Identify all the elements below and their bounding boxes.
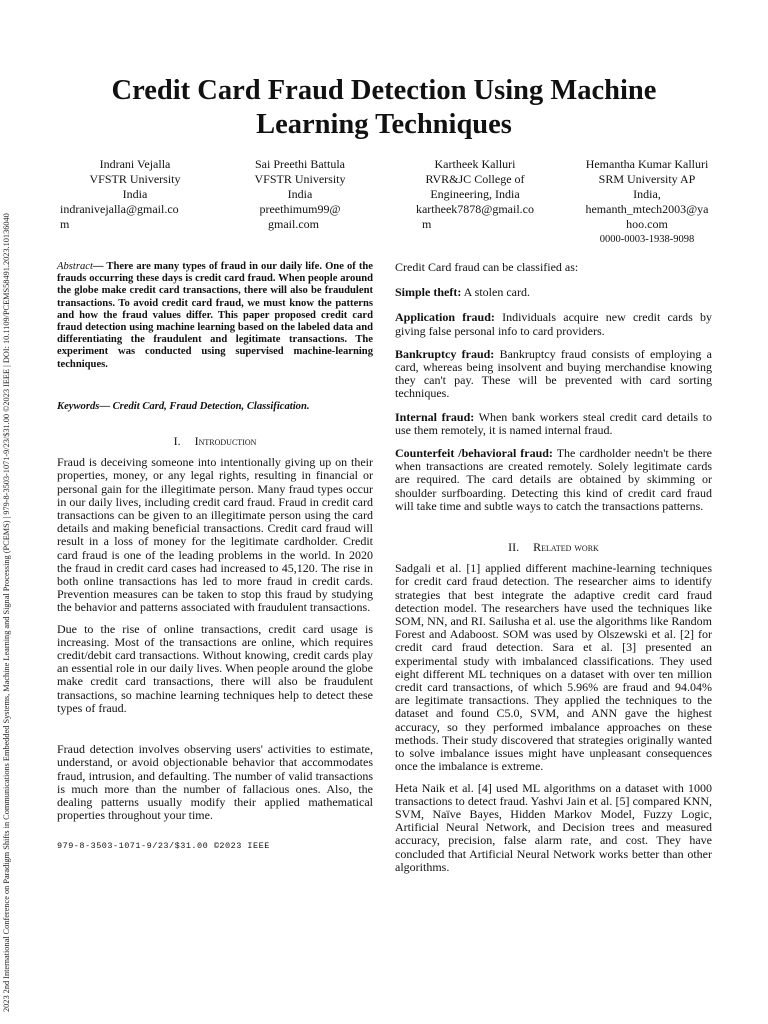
fraud-type-text: The cardholder needn't be there when transactions are created remotely. Solely legitimate cards are required. The card details are obtained by skimming or shoulder surfboarding. Detecting this kind of credit card fraud will take time and subtle ways to catch the transactions patterns. [395,446,713,513]
section-title: Introduction [194,434,257,449]
author-affiliation: VFSTR University [254,172,346,186]
fraud-type-label: Counterfeit /behavioral fraud: [395,446,553,461]
author-affiliation-line2: Engineering, India [430,187,520,201]
fraud-type-text: When bank workers steal credit card details to use them remotely, it is named internal fraud. [395,409,713,437]
fraud-type-application [395,311,712,337]
intro-paragraph-2: Due to the rise of online transactions, credit card usage is increasing. Most of the transactions are online, which requires credit/debit card transactions. Without knowing, credit cards play an essential role in our daily lives. When people around the globe make credit card transactions, there will also be fraudulent transactions, so machine learning techniques help to detect these types of fraud. [57,621,373,715]
intro-paragraph-1: Fraud is deceiving someone into intentionally giving up on their properties, money, or any legal rights, resulting in financial or personal gain for the illegitimate person. Many fraud types occur in our daily lives, including credit card fraud. Fraud in credit card transactions can be given to an illegitimate person using the card details and making beneficial transactions. Credit card fraud will result in a loss of money for the legitimate cardholder. Credit card fraud is one of the leading problems in the world. In 2020 the fraud in credit card cases had increased to 45,120. The rise in both online transactions has led to more fraud in credit cards. Prevention measures can be taken to stop this fraud by studying the behavior and patterns associated with fraudulent transactions. [57,455,373,615]
fraud-type-internal [395,411,712,437]
side-note-text: 2023 2nd International Conference on Paradigm Shifts in Communications Embedded Systems, Machine Learning and Signal Processing (PCEMS) | 979-8-3503-1071-9/23/$31.00 ©2023 IEEE | DOI: 10.1109/PCEMS58491.2023.10136040 [2,213,11,1012]
author-email-cont: m [60,217,70,231]
abstract-label: Abstract [57,261,93,272]
fraud-type-text: A stolen card. [461,285,530,300]
section-number: I. [173,434,181,449]
author-name: Kartheek Kalluri [434,157,516,171]
author-email-cont: gmail.com [268,217,319,231]
author-affiliation: SRM University AP [598,172,696,186]
author-name: Hemantha Kumar Kalluri [585,157,709,171]
right-column [395,261,712,882]
author-block-2 [230,157,370,232]
related-paragraph-2: Heta Naik et al. [4] used ML algorithms on a dataset with 1000 transactions to detect fraud. Yashvi Jain et al. [5] compared KNN, SVM, Naïve Bayes, Hidden Markov Model, Fuzzy Logic, Artificial Neural Network, and Decision trees and measured accuracy, precision, false alarm rate, and cost. They have concluded that Artificial Neural Network works better than other algorithms. [395,780,712,874]
author-block-4 [572,157,722,247]
author-email: preethimum99@ [259,202,341,216]
author-block-1 [60,157,210,232]
copyright-notice: 979-8-3503-1071-9/23/$31.00 ©2023 IEEE [57,841,270,852]
abstract-dash: — [92,261,104,272]
author-email: kartheek7878@gmail.co [415,202,534,216]
author-name: Sai Preethi Battula [255,157,345,171]
author-orcid: 0000-0003-1938-9098 [599,234,695,245]
section-number: II. [508,540,520,555]
author-email: hemanth_mtech2003@ya [585,202,709,216]
related-paragraph-1: Sadgali et al. [1] applied different machine-learning techniques for credit card fraud detection. The researcher aims to identify strategies that best integrate the adaptive credit card fraud detection model. The researchers have used the techniques like SOM, NN, and RI. Sailusha et al. use the algorithms like Random Forest and Adaboost. SOM was used by Olszewski et al. [2] for credit card fraud detection. Sara et al. [3] presented an experimental study with imbalanced classifications. They used eight different ML techniques on a dataset with over ten million credit card transactions, of which 5.96% are fraud and 94.04% are legitimate transactions. They applied the techniques to the dataset and found C5.0, SVM, and ANN gave the highest accuracy, so they performed imbalance approaches on these methods. Their study discovered that strategies originally wanted to solve imbalance issues might have unpleasant consequences once the imbalance is extreme. [395,561,712,774]
fraud-classification-intro: Credit Card fraud can be classified as: [395,260,579,274]
fraud-type-text: Bankruptcy fraud consists of employing a card, whereas being insolvent and buying merchandise knowing they can't pay. These will be prevented with card sorting techniques. [395,346,712,401]
author-country: India, [633,187,661,201]
author-country: India [122,187,148,201]
author-email-cont: m [422,217,432,231]
intro-paragraph-3: Fraud detection involves observing users' activities to estimate, understand, or avoid objectionable behavior that accommodates fraud, intrusion, and defaulting. The number of valid transactions is much more than the number of fallacious ones. Also, the dealing patterns usually modify their applied mathematical properties throughout your time. [57,742,373,823]
section-title: Related work [533,540,599,555]
fraud-type-bankruptcy [395,348,712,401]
abstract [57,261,373,371]
paper-title: Credit Card Fraud Detection Using Machine Learning Techniques [111,75,657,140]
author-block-3 [400,157,550,232]
author-email-cont: hoo.com [626,217,668,231]
conference-side-note [2,0,22,1024]
fraud-type-label: Application fraud: [395,310,495,325]
fraud-type-text: Individuals acquire new credit cards by giving false personal info to card providers. [395,310,712,338]
author-email: indranivejalla@gmail.co [60,202,179,216]
author-affiliation-line1: RVR&JC College of [425,172,525,186]
author-affiliation: VFSTR University [89,172,181,186]
author-country: India [287,187,313,201]
fraud-type-label: Simple theft: [395,285,462,300]
section-heading-related-work [395,541,712,554]
abstract-text: There are many types of fraud in our daily life. One of the frauds occurring these days is credit card fraud. When people around the globe make credit card transactions, there will also be fraudulent transactions. To avoid credit card fraud, we must know the patterns and how the fraud values differ. This paper proposed credit card fraud detection using machine learning based on the labeled data and differentiating the fraudulent and legitimate transactions. The experiment was conducted using supervised machine-learning techniques. [57,261,373,370]
author-name: Indrani Vejalla [99,157,171,171]
fraud-type-counterfeit [395,447,712,513]
fraud-type-simple-theft [395,286,712,299]
fraud-type-label: Bankruptcy fraud: [395,346,495,361]
keywords: Keywords— Credit Card, Fraud Detection, Classification. [57,400,310,412]
left-column [57,261,373,854]
section-heading-introduction [57,435,373,448]
fraud-type-label: Internal fraud: [395,409,475,424]
